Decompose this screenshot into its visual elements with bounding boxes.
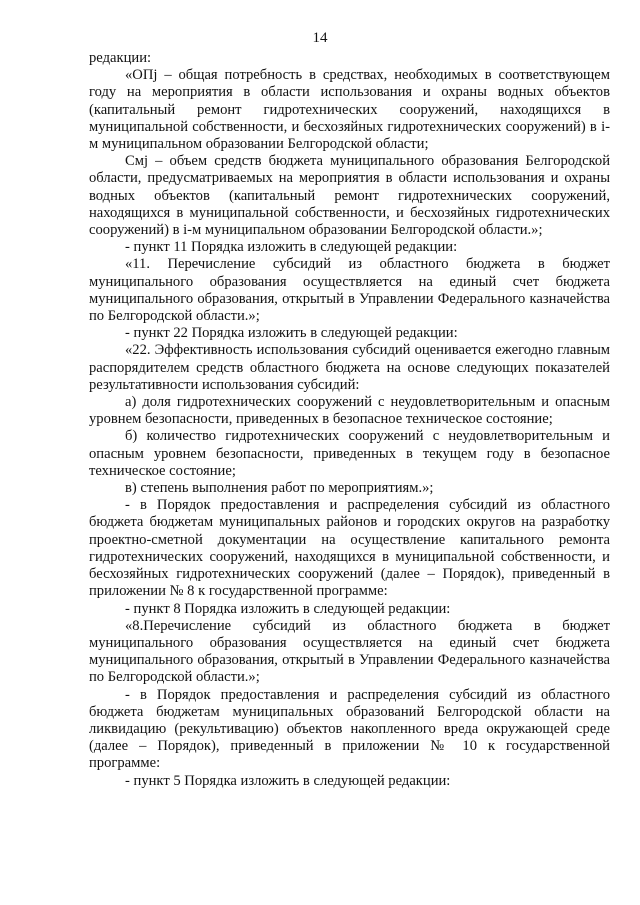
paragraph: редакции: <box>89 50 152 66</box>
paragraph: - в Порядок предоставления и распределения субсидий из областного бюджета бюджетам муниципальных районов и городских округов на разработку проектно-сметной документации на осуществление капитального ремонта гидротехнических сооружений, находящихся в муниципальной собственности, и бесхозяйных гидротехнических сооружений (далее – Порядок), приведенный в приложении № 8 к государственной программе: <box>89 497 610 600</box>
document-body <box>89 50 610 790</box>
page-number: 14 <box>312 30 328 46</box>
paragraph: Смj – объем средств бюджета муниципального образования Белгородской области, предусматриваемых на мероприятия в области использования и охраны водных объектов (капитальный ремонт гидротехнических сооружений, находящихся в муниципальной собственности, и бесхозяйных гидротехнических сооружений) в i-м муниципальном образовании Белгородской области.»; <box>89 153 610 239</box>
paragraph: «11. Перечисление субсидий из областного бюджета в бюджет муниципального образования осуществляется на единый счет бюджета муниципального образования, открытый в Управлении Федерального казначейства по Белгородской области.»; <box>89 256 610 325</box>
paragraph: - пункт 5 Порядка изложить в следующей редакции: <box>125 772 451 789</box>
paragraph: в) степень выполнения работ по мероприятиям.»; <box>125 480 434 497</box>
paragraph: - в Порядок предоставления и распределения субсидий из областного бюджета бюджетам муниципальных образований Белгородской области на ликвидацию (рекультивацию) объектов накопленного вреда окружающей среде (далее – Порядок), приведенный в приложении № 10 к государственной программе: <box>89 686 610 772</box>
paragraph: б) количество гидротехнических сооружений с неудовлетворительным и опасным уровнем безопасности, приведенных в текущем году в безопасное техническое состояние; <box>89 428 610 479</box>
paragraph: «22. Эффективность использования субсидий оценивается ежегодно главным распорядителем средств областного бюджета на основе следующих показателей результативности использования субсидий: <box>89 342 610 393</box>
paragraph: - пункт 22 Порядка изложить в следующей редакции: <box>125 325 458 342</box>
paragraph: а) доля гидротехнических сооружений с неудовлетворительным и опасным уровнем безопасности, приведенных в безопасное техническое состояние; <box>89 394 610 428</box>
paragraph: «ОПj – общая потребность в средствах, необходимых в соответствующем году на мероприятия в области использования и охраны водных объектов (капитальный ремонт гидротехнических сооружений, находящихся в муниципальной собственности, и бесхозяйных гидротехнических сооружений) в i-м муниципальном образовании Белгородской области; <box>89 67 610 153</box>
paragraph: - пункт 8 Порядка изложить в следующей редакции: <box>125 600 451 617</box>
paragraph: «8.Перечисление субсидий из областного бюджета в бюджет муниципального образования осуществляется на единый счет бюджета муниципального образования, открытый в Управлении Федерального казначейства по Белгородской области.»; <box>89 617 610 686</box>
paragraph: - пункт 11 Порядка изложить в следующей редакции: <box>125 239 458 256</box>
